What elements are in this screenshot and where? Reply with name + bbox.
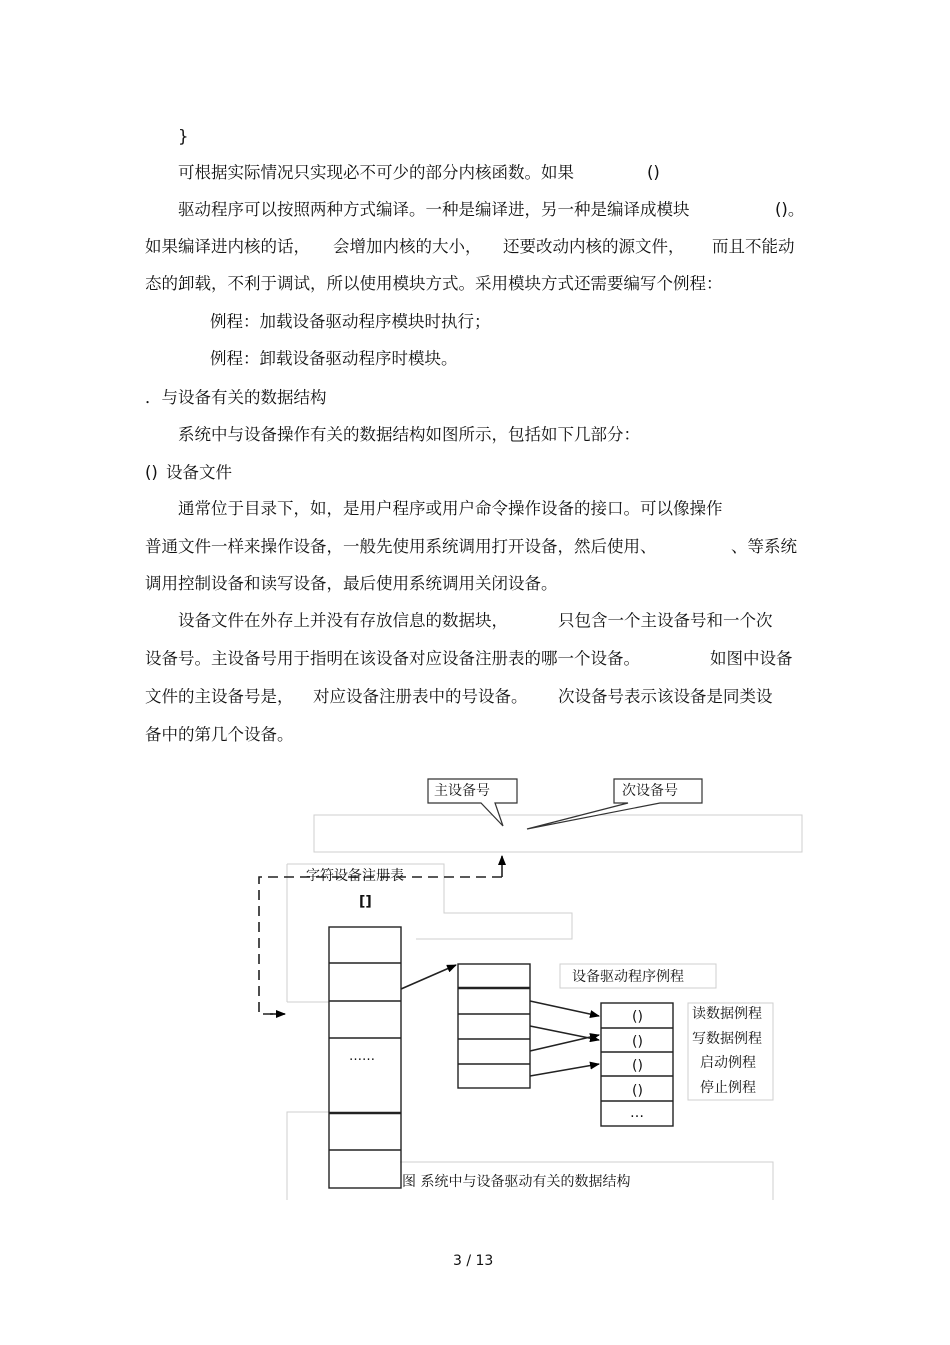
text-line: }	[178, 127, 189, 146]
text-line: 备中的第几个设备。	[145, 725, 294, 744]
text-line: 只包含一个主设备号和一个次	[558, 611, 773, 630]
table-ellipsis: ……	[349, 1049, 375, 1064]
callout-minor-label: 次设备号	[622, 783, 678, 799]
text-line: 例程：加载设备驱动程序模块时执行；	[210, 312, 491, 331]
text-line: 如果编译进内核的话，	[145, 237, 310, 256]
arrow-read	[530, 1001, 599, 1016]
func-item: ()	[632, 1058, 643, 1074]
file-ops-table	[458, 964, 530, 1088]
text-line: 可根据实际情况只实现必不可少的部分内核函数。如果	[178, 163, 574, 182]
driver-routines-label: 设备驱动程序例程	[572, 969, 684, 985]
text-line: 而且不能动	[712, 237, 795, 256]
arrow-stop	[530, 1064, 599, 1076]
text-line: 设备号。主设备号用于指明在该设备对应设备注册表的哪一个设备。	[145, 649, 640, 668]
arrow-table-to-fops	[401, 965, 456, 989]
text-line: 、等系统	[731, 537, 797, 556]
section-heading: ．与设备有关的数据结构	[145, 388, 327, 407]
text-line: 系统中与设备操作有关的数据结构如图所示，包括如下几部分：	[178, 425, 640, 444]
text-line: 例程：卸载设备驱动程序时模块。	[210, 349, 458, 368]
dashed-pointer	[259, 877, 502, 1014]
subsection-heading: 设备文件	[166, 463, 232, 482]
text-line: 调用控制设备和读写设备，最后使用系统调用关闭设备。	[145, 574, 558, 593]
callout-major-label: 主设备号	[434, 783, 490, 799]
func-item: ()	[632, 1083, 643, 1099]
text-line: 会增加内核的大小，	[333, 237, 482, 256]
text-line: 通常位于目录下，如，是用户程序或用户命令操作设备的接口。可以像操作	[178, 499, 723, 518]
text-line: 还要改动内核的源文件，	[503, 237, 685, 256]
text-line: ()	[647, 163, 660, 182]
text-line: ()。	[775, 200, 805, 219]
text-line: 设备文件在外存上并没有存放信息的数据块，	[178, 611, 508, 630]
figure-caption: 图 系统中与设备驱动有关的数据结构	[402, 1174, 631, 1190]
text-line: 普通文件一样来操作设备，一般先使用系统调用打开设备，然后使用、	[145, 537, 657, 556]
char-table-label: 字符设备注册表	[306, 868, 404, 884]
routine-label: 启动例程	[700, 1055, 756, 1071]
func-item: ()	[632, 1009, 643, 1025]
func-item: …	[630, 1105, 644, 1121]
text-line: 驱动程序可以按照两种方式编译。一种是编译进，另一种是编译成模块	[178, 200, 690, 219]
routine-label: 停止例程	[700, 1080, 756, 1096]
text-line: 次设备号表示该设备是同类设	[558, 687, 773, 706]
text-line: ()	[145, 463, 158, 482]
text-line: 态的卸载，不利于调试，所以使用模块方式。采用模块方式还需要编写个例程：	[145, 274, 723, 293]
text-line: 对应设备注册表中的号设备。	[313, 687, 528, 706]
routine-label: 写数据例程	[692, 1031, 762, 1047]
page-number: 3 / 13	[453, 1253, 494, 1269]
text-line: 如图中设备	[710, 649, 793, 668]
text-line: 文件的主设备号是，	[145, 687, 294, 706]
func-item: ()	[632, 1034, 643, 1050]
index-label: []	[359, 894, 372, 910]
arrow-start	[530, 1035, 599, 1051]
routine-label: 读数据例程	[692, 1006, 762, 1022]
